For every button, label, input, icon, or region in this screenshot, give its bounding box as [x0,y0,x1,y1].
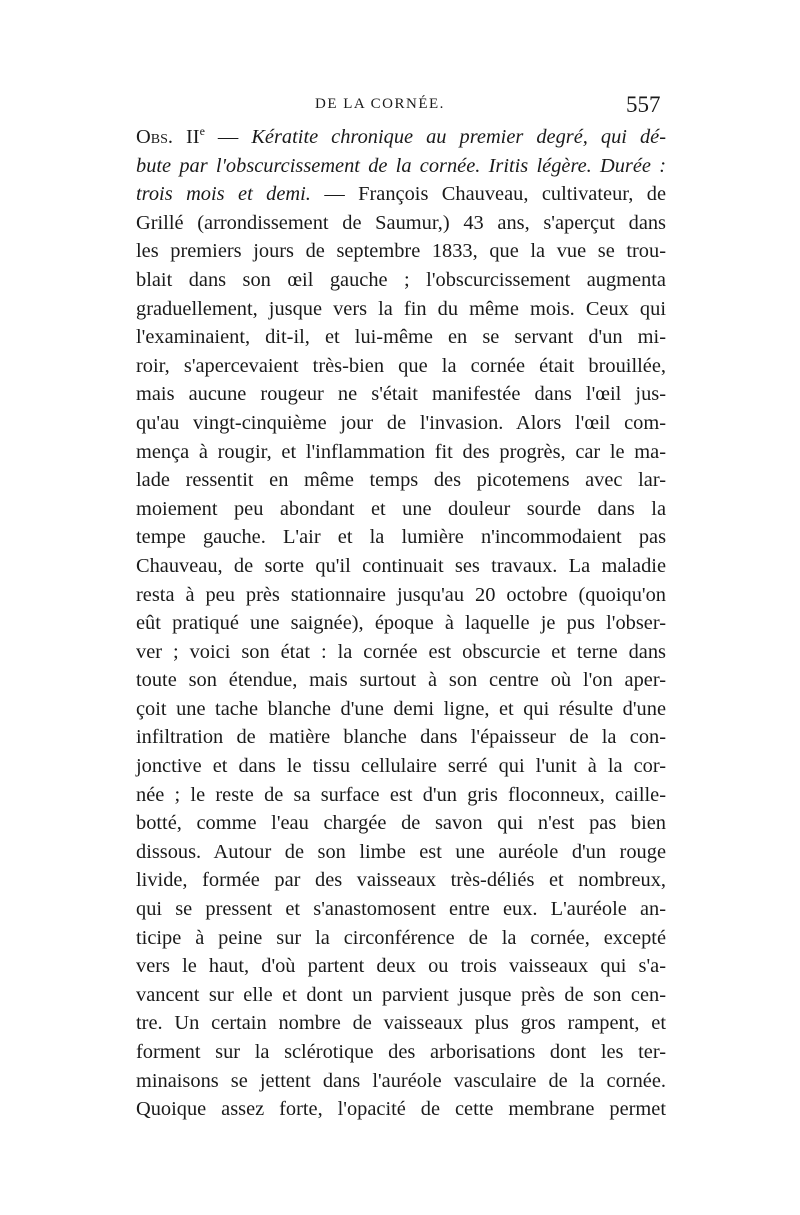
text-line [136,380,666,409]
text-run: — [204,126,252,148]
text-run: lade ressentit en même temps des picotemens avec lar- [136,469,666,492]
text-run: qui se pressent et s'anastomosent entre eux. L'auréole an- [136,898,666,921]
text-run: çoit une tache blanche d'une demi ligne, et qui résulte d'une [136,697,666,720]
text-line [136,495,666,524]
text-line [136,266,666,295]
text-run: Kératite chronique au premier degré, qui dé- [251,126,666,148]
text-line [136,838,666,867]
text-line [136,723,666,752]
text-run: infiltration de matière blanche dans l'épaisseur de la con- [136,726,666,749]
text-line [136,781,666,810]
text-line [136,209,666,238]
text-run: toute son étendue, mais surtout à son centre où l'on aper- [136,669,666,692]
text-run: moiement peu abondant et une douleur sourde dans la [136,497,666,520]
text-line [136,1067,666,1096]
text-run: dissous. Autour de son limbe est une auréole d'un rouge [136,840,666,863]
text-line [136,895,666,924]
text-run: — François Chauveau, cultivateur, de [310,183,667,206]
text-line [136,581,666,610]
text-line [136,552,666,581]
text-line [136,638,666,667]
text-run: livide, formée par des vaisseaux très-déliés et nombreux, [136,869,666,892]
text-line [136,609,666,638]
text-run: Quoique assez forte, l'opacité de cette membrane permet [136,1098,666,1121]
text-run: blait dans son œil gauche ; l'obscurcissement augmenta [136,268,666,291]
text-line [136,409,666,438]
text-line [136,237,666,266]
text-line [136,466,666,495]
text-run: les premiers jours de septembre 1833, que la vue se trou- [136,240,666,263]
text-run: l'examinaient, dit-il, et lui-même en se servant d'un mi- [136,326,666,349]
text-line [136,323,666,352]
text-line [136,981,666,1010]
text-line [136,352,666,381]
text-line [136,523,666,552]
text-run: botté, comme l'eau chargée de savon qui n'est pas bien [136,812,666,835]
text-line [136,752,666,781]
text-run: mença à rougir, et l'inflammation fit des progrès, car le ma- [136,440,666,463]
text-run: eût pratiqué une saignée), époque à laquelle je pus l'obser- [136,612,666,635]
running-head [0,92,800,122]
text-run: roir, s'apercevaient très-bien que la cornée était brouillée, [136,354,666,377]
text-line [136,438,666,467]
text-line [136,924,666,953]
text-run: Chauveau, de sorte qu'il continuait ses travaux. La maladie [136,554,666,577]
text-run: jonctive et dans le tissu cellulaire serré qui l'unit à la cor- [136,755,666,778]
text-run: Grillé (arrondissement de Saumur,) 43 ans, s'aperçut dans [136,211,666,234]
text-run: graduellement, jusque vers la fin du même mois. Ceux qui [136,297,666,320]
text-line [136,180,666,209]
text-line [136,866,666,895]
text-run: minaisons se jettent dans l'auréole vasculaire de la cornée. [136,1069,666,1092]
text-run: tempe gauche. L'air et la lumière n'incommodaient pas [136,526,666,549]
observation-paragraph [136,123,666,1124]
text-run: trois mois et demi. [136,183,311,206]
text-run: forment sur la sclérotique des arborisations dont les ter- [136,1041,666,1063]
text-run: vancent sur elle et dont un parvient jusque près de son cen- [136,983,666,1006]
running-title: DE LA CORNÉE. [315,96,445,112]
text-run: ticipe à peine sur la circonférence de la cornée, excepté [136,926,666,949]
text-run: mais aucune rougeur ne s'était manifestée dans l'œil jus- [136,383,666,406]
text-line [136,695,666,724]
text-run: Obs. II [136,126,200,148]
text-run: ver ; voici son état : la cornée est obscurcie et terne dans [136,640,666,663]
text-line [136,123,666,152]
text-run: née ; le reste de sa surface est d'un gris floconneux, caille- [136,783,666,806]
text-run: bute par l'obscurcissement de la cornée. Iritis légère. Durée : [136,154,666,177]
text-line [136,152,666,181]
text-line [136,295,666,324]
text-line [136,666,666,695]
text-run: tre. Un certain nombre de vaisseaux plus gros rampent, et [136,1012,666,1035]
text-line [136,809,666,838]
page-number: 557 [626,92,661,117]
text-line [136,1009,666,1038]
text-run: vers le haut, d'où partent deux ou trois vaisseaux qui s'a- [136,955,666,978]
text-run: e [199,124,205,139]
text-run: resta à peu près stationnaire jusqu'au 20 octobre (quoiqu'on [136,583,666,606]
text-line [136,952,666,981]
text-line [136,1095,666,1124]
text-run: qu'au vingt-cinquième jour de l'invasion. Alors l'œil com- [136,411,666,434]
text-line [136,1038,666,1067]
